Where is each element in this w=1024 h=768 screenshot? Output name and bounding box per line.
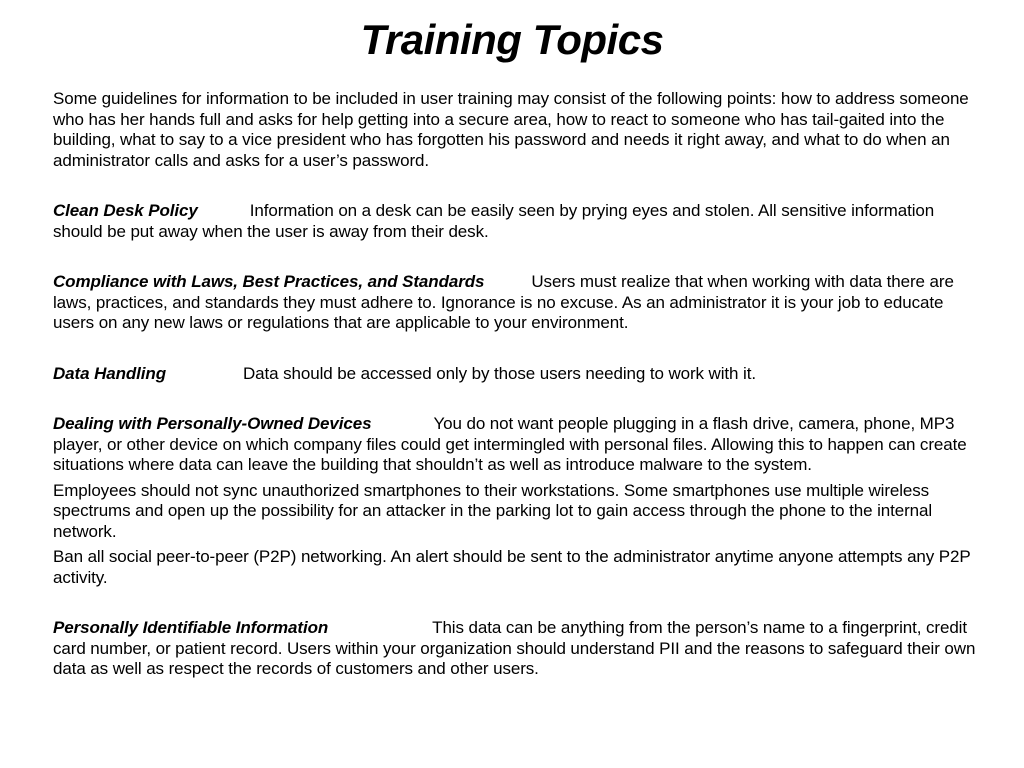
- topic-text: You do not want people plugging in a flash drive, camera, phone, MP3 player, or other device on which company files could get intermingled with personal files. Allowing this to happen can create situations where data can leave the building that shouldn’t as well as introduce malware to the system.: [53, 414, 967, 474]
- topic-term: Compliance with Laws, Best Practices, and Standards: [53, 272, 485, 291]
- topic-term: Dealing with Personally-Owned Devices: [53, 414, 372, 433]
- topic-text: Users must realize that when working with data there are laws, practices, and standards they must adhere to. Ignorance is no excuse. As an administrator it is your job to educate users on any new laws or regulations that are applicable to your environment.: [53, 272, 954, 332]
- topic-text: Data should be accessed only by those users needing to work with it.: [243, 363, 756, 383]
- topic-text: This data can be anything from the person’s name to a fingerprint, credit card number, or patient record. Users within your organization should understand PII and the reasons to safeguard their own data as well as respect the records of customers and other users.: [53, 618, 976, 678]
- devices-p2p-paragraph: Ban all social peer-to-peer (P2P) networking. An alert should be sent to the administrator anytime anyone attempts any P2P activity.: [53, 547, 971, 587]
- devices-smartphone-paragraph: Employees should not sync unauthorized smartphones to their workstations. Some smartphones use multiple wireless spectrums and open up the possibility for an attacker in the parking lot to gain access through the phone to the internal network.: [53, 480, 933, 541]
- topic-term: Personally Identifiable Information: [53, 618, 329, 637]
- slide-body: [53, 89, 985, 680]
- topic-compliance: [53, 272, 985, 334]
- topic-text: Information on a desk can be easily seen by prying eyes and stolen. All sensitive information should be put away when the user is away from their desk.: [53, 201, 935, 241]
- topic-personally-owned-devices: [53, 414, 985, 476]
- topic-term: Clean Desk Policy: [53, 201, 198, 220]
- topic-pii: [53, 618, 985, 680]
- intro-paragraph: Some guidelines for information to be included in user training may consist of the following points: how to address someone who has her hands full and asks for help getting into a secure area, how to react to someone who has tail-gaited into the building, what to say to a vice president who has forgotten his password and needs it right away, and what to do when an administrator calls and asks for a user’s password.: [53, 89, 969, 170]
- topic-term: Data Handling: [53, 363, 166, 383]
- slide-title: Training Topics: [360, 16, 664, 63]
- topic-data-handling: [53, 364, 985, 385]
- topic-clean-desk-policy: [53, 201, 985, 242]
